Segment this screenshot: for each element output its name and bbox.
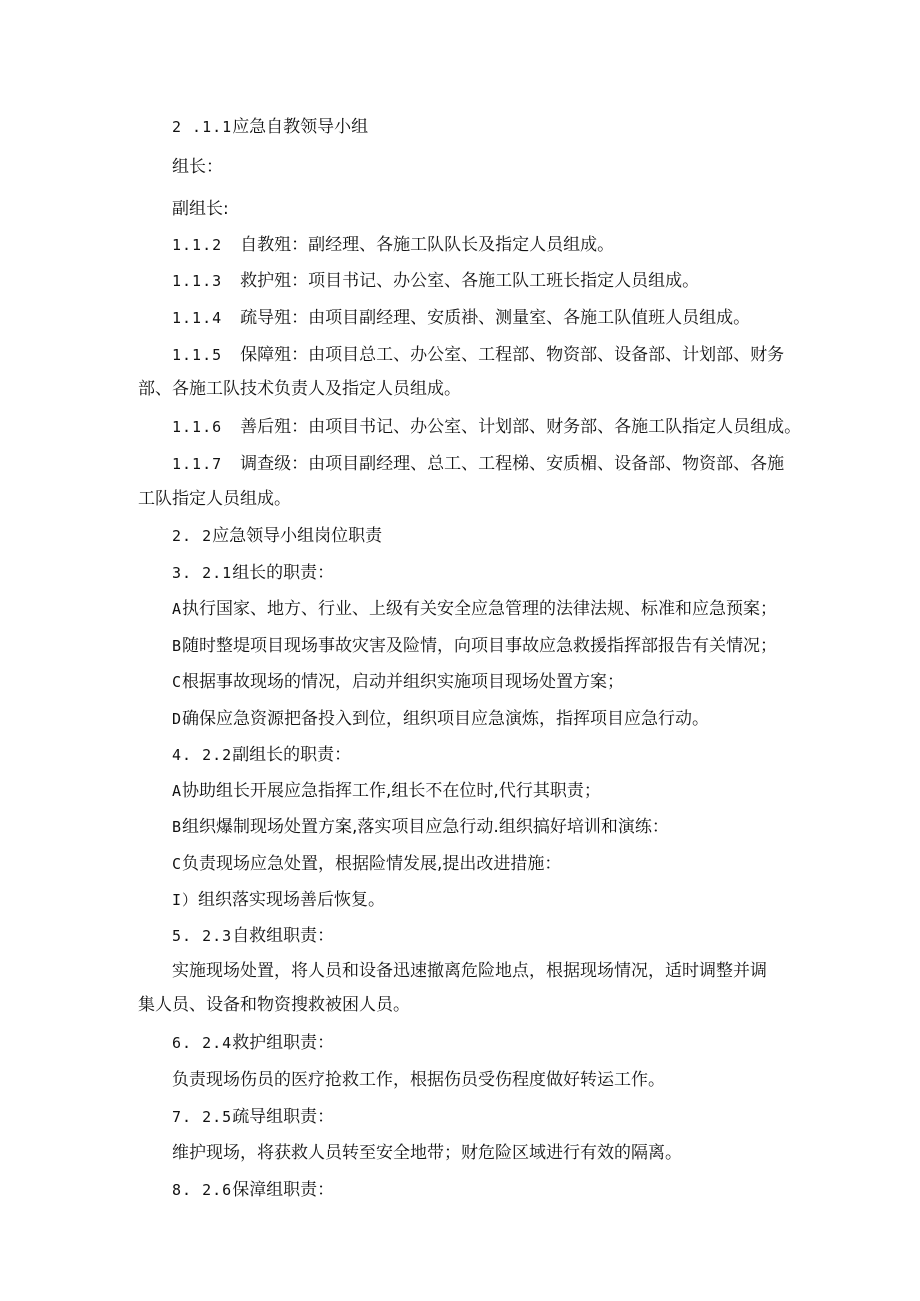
paragraph-text: 副组长: [172,199,229,219]
item-text: 确保应急资源把备投入到位，组织项目应急演炼，指挥项目应急行动。 [182,709,710,729]
lettered-item [0,885,920,915]
section-heading [0,1102,920,1132]
section-number: 4. 2.2 [172,746,233,764]
paragraph-text: 维护现场，将获救人员转至安全地带；财危险区域进行有效的隔离。 [172,1143,682,1163]
section-title: 疏导组职责： [232,1107,335,1127]
lettered-item [0,776,920,806]
paragraph-text: 负责现场伤员的医疗抢救工作，根据伤员受伤程度做好转运工作。 [172,1070,665,1090]
paragraph-text: 实施现场处置，将人员和设备迅速撤离危险地点，根据现场情况，适时调整并调 [172,961,767,981]
item-letter: D [172,710,183,728]
lettered-item [0,667,920,697]
paragraph-continuation [0,990,920,1020]
section-number: 7. 2.5 [172,1108,233,1126]
item-number: 1.1.4 [172,309,223,327]
section-number: 3. 2.1 [172,564,233,582]
paragraph-text: 集人员、设备和物资搜救被困人员。 [138,995,410,1015]
section-number: 2 .1.1 [172,118,233,136]
item-text: 疏导殂：由项目副经理、安质褂、测量室、各施工队值班人员组成。 [240,308,751,328]
item-number: 1.1.5 [172,346,223,364]
item-text: 根据事故现场的情况，启动并组织实施项目现场处置方案； [182,672,625,692]
numbered-item [0,230,920,260]
paragraph-text: 部、各施工队技术负责人及指定人员组成。 [138,379,461,399]
paragraph [0,956,920,986]
item-text: 执行国家、地方、行业、上级有关安全应急管理的法律法规、标准和应急预案； [182,599,778,619]
paragraph [0,194,920,224]
section-title: 自救组职责： [232,926,335,946]
section-number: 5. 2.3 [172,927,233,945]
section-heading [0,1028,920,1058]
section-heading [0,921,920,951]
item-letter: I） [172,891,199,909]
paragraph [0,1065,920,1095]
section-title: 保漳组职责： [232,1180,335,1200]
item-text: 自教殂：副经理、各施工队队长及指定人员组成。 [240,235,615,255]
item-number: 1.1.7 [172,455,223,473]
paragraph-text: 工队指定人员组成。 [138,489,291,509]
section-title: 救护组职责： [232,1033,335,1053]
item-letter: B [172,818,183,836]
lettered-item [0,594,920,624]
section-title: 应急领导小组岗位职责 [212,526,383,546]
item-text: 救护殂：项目书记、办公室、各施工队工班长指定人员组成。 [240,271,700,291]
section-heading [0,1175,920,1205]
lettered-item [0,704,920,734]
numbered-item [0,303,920,333]
paragraph-continuation [0,484,920,514]
item-number: 1.1.2 [172,236,223,254]
lettered-item [0,812,920,842]
item-number: 1.1.3 [172,272,223,290]
item-letter: C [172,855,183,873]
paragraph [0,1138,920,1168]
item-letter: A [172,600,183,618]
paragraph-continuation [0,374,920,404]
item-text: 保障殂：由项目总工、办公室、工程部、物资部、设备部、计划部、财务 [240,345,785,365]
paragraph [0,152,920,182]
item-text: 随时整堤项目现场事故灾害及险情，向项目事故应急救援指挥部报告有关情况； [182,636,778,656]
section-number: 6. 2.4 [172,1034,233,1052]
section-heading [0,558,920,588]
paragraph-text: 组长： [172,157,223,177]
section-number: 2. 2 [172,527,213,545]
section-title: 应急自教领导小组 [232,117,369,137]
numbered-item [0,266,920,296]
item-letter: C [172,673,183,691]
item-text: 组织爆制现场处置方案,落实项目应急行动.组织搞好培训和演练： [182,817,669,837]
numbered-item [0,340,920,370]
numbered-item [0,412,920,442]
item-letter: A [172,782,183,800]
section-title: 副组长的职责： [232,745,352,765]
item-text: 组织落实现场善后恢复。 [198,890,386,910]
item-number: 1.1.6 [172,418,223,436]
section-heading [0,112,920,142]
lettered-item [0,631,920,661]
item-text: 负责现场应急处置，根据险情发展,提出改进措施： [182,854,562,874]
lettered-item [0,849,920,879]
item-letter: B [172,637,183,655]
item-text: 调查级：由项目副经理、总工、工程梯、安质楣、设备部、物资部、各施 [240,454,785,474]
section-heading [0,740,920,770]
section-heading [0,521,920,551]
section-title: 组长的职责： [232,563,335,583]
item-text: 协助组长开展应急指挥工作,组长不在位时,代行其职责； [182,781,601,801]
section-number: 8. 2.6 [172,1181,233,1199]
numbered-item [0,449,920,479]
item-text: 善后殂：由项目书记、办公室、计划部、财务部、各施工队指定人员组成。 [240,417,802,437]
